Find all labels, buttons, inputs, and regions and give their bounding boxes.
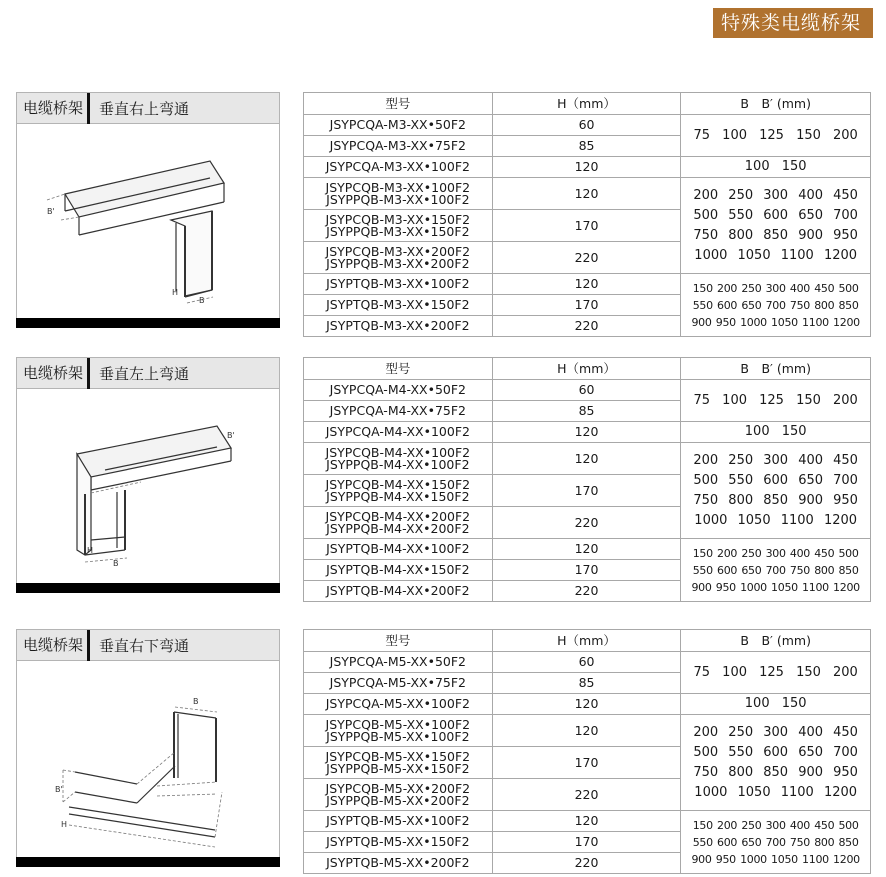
figure-header — [17, 358, 279, 389]
model-line: JSYPCQB-M5-XX•200F2 — [325, 780, 471, 796]
h-cell: 170 — [492, 560, 681, 581]
h-cell: 120 — [492, 274, 681, 295]
model-cell — [304, 715, 493, 747]
h-cell: 170 — [492, 832, 681, 853]
b-line: 1000 1050 1100 1200 — [694, 784, 858, 800]
figure-category-label: 电缆桥架 — [17, 358, 90, 389]
b-prime-label: B' — [55, 785, 63, 794]
model-cell: JSYPCQA-M4-XX•100F2 — [304, 422, 493, 443]
spec-table — [303, 629, 871, 874]
header-b: B B′ (mm) — [681, 93, 871, 115]
h-label: H — [172, 288, 179, 297]
h-cell: 220 — [492, 507, 681, 539]
model-cell: JSYPCQA-M3-XX•100F2 — [304, 157, 493, 178]
b-line: 200 250 300 400 450 — [693, 187, 858, 203]
h-cell: 220 — [492, 242, 681, 274]
figure-header — [17, 630, 279, 661]
h-cell: 120 — [492, 715, 681, 747]
b-line: 1000 1050 1100 1200 — [694, 247, 858, 263]
figure-footer-bar — [16, 583, 280, 593]
model-line: JSYPCQB-M3-XX•150F2 — [325, 211, 471, 227]
model-cell — [304, 475, 493, 507]
table-row — [304, 652, 871, 673]
model-cell: JSYPCQA-M3-XX•75F2 — [304, 136, 493, 157]
b-line: 550 600 650 700 750 800 850 — [692, 835, 859, 849]
header-model: 型号 — [304, 630, 493, 652]
b-line: 500 550 600 650 700 — [693, 744, 858, 760]
model-cell — [304, 242, 493, 274]
b-line: 550 600 650 700 750 800 850 — [692, 298, 859, 312]
model-cell — [304, 747, 493, 779]
figure-product-name: 垂直右上弯通 — [99, 99, 190, 118]
b-range-cell — [681, 443, 871, 539]
b-line: 900 950 1000 1050 1100 1200 — [691, 852, 860, 866]
figure-header — [17, 93, 279, 124]
table-row — [304, 178, 871, 210]
b-label: B — [193, 697, 199, 706]
h-cell: 120 — [492, 811, 681, 832]
h-cell: 85 — [492, 136, 681, 157]
model-cell: JSYPTQB-M3-XX•150F2 — [304, 295, 493, 316]
model-line: JSYPPQB-M4-XX•100F2 — [326, 456, 470, 472]
h-cell: 120 — [492, 422, 681, 443]
b-range-cell: 75 100 125 150 200 — [681, 115, 871, 157]
b-range-cell — [681, 539, 871, 602]
b-line: 900 950 1000 1050 1100 1200 — [691, 315, 860, 329]
model-cell: JSYPTQB-M4-XX•200F2 — [304, 581, 493, 602]
model-line: JSYPPQB-M3-XX•200F2 — [326, 255, 470, 271]
table-row — [304, 380, 871, 401]
b-line: 150 200 250 300 400 450 500 — [692, 818, 859, 832]
model-cell — [304, 507, 493, 539]
table-row — [304, 274, 871, 295]
model-line: JSYPCQB-M4-XX•150F2 — [325, 476, 471, 492]
b-line: 200 250 300 400 450 — [693, 452, 858, 468]
h-cell: 60 — [492, 115, 681, 136]
h-cell: 120 — [492, 694, 681, 715]
model-cell: JSYPTQB-M3-XX•200F2 — [304, 316, 493, 337]
h-cell: 120 — [492, 539, 681, 560]
b-line: 750 800 850 900 950 — [693, 764, 858, 780]
b-line: 150 200 250 300 400 450 500 — [692, 546, 859, 560]
figure-product-name: 垂直左上弯通 — [99, 364, 190, 383]
model-cell: JSYPCQA-M3-XX•50F2 — [304, 115, 493, 136]
spec-table — [303, 357, 871, 602]
h-cell: 170 — [492, 475, 681, 507]
model-cell: JSYPCQA-M5-XX•100F2 — [304, 694, 493, 715]
figure-product-name: 垂直右下弯通 — [99, 636, 190, 655]
model-cell: JSYPTQB-M5-XX•100F2 — [304, 811, 493, 832]
h-cell: 120 — [492, 178, 681, 210]
model-line: JSYPPQB-M5-XX•200F2 — [326, 792, 470, 808]
model-line: JSYPPQB-M3-XX•100F2 — [326, 191, 470, 207]
b-range-cell — [681, 715, 871, 811]
model-line: JSYPPQB-M3-XX•150F2 — [326, 223, 470, 239]
table-row — [304, 443, 871, 475]
table-row — [304, 811, 871, 832]
model-line: JSYPPQB-M5-XX•100F2 — [326, 728, 470, 744]
model-cell — [304, 210, 493, 242]
model-line: JSYPCQB-M5-XX•150F2 — [325, 748, 471, 764]
page-category-banner: 特殊类电缆桥架 — [713, 8, 873, 38]
model-cell: JSYPTQB-M3-XX•100F2 — [304, 274, 493, 295]
b-range-cell: 100 150 — [681, 422, 871, 443]
model-cell — [304, 178, 493, 210]
header-h: H（mm） — [492, 93, 681, 115]
model-cell: JSYPTQB-M4-XX•100F2 — [304, 539, 493, 560]
product-figure-card — [16, 357, 280, 593]
model-line: JSYPCQB-M3-XX•200F2 — [325, 243, 471, 259]
h-cell: 220 — [492, 853, 681, 874]
figure-category-label: 电缆桥架 — [17, 93, 90, 124]
h-label: H — [87, 546, 94, 555]
h-cell: 120 — [492, 443, 681, 475]
b-line: 150 200 250 300 400 450 500 — [692, 281, 859, 295]
h-cell: 220 — [492, 581, 681, 602]
b-line: 550 600 650 700 750 800 850 — [692, 563, 859, 577]
model-line: JSYPPQB-M4-XX•150F2 — [326, 488, 470, 504]
spec-table — [303, 92, 871, 337]
h-cell: 170 — [492, 210, 681, 242]
table-row — [304, 422, 871, 443]
product-figure-card — [16, 629, 280, 867]
b-line: 200 250 300 400 450 — [693, 724, 858, 740]
b-line: 1000 1050 1100 1200 — [694, 512, 858, 528]
h-cell: 60 — [492, 380, 681, 401]
model-line: JSYPCQB-M5-XX•100F2 — [325, 716, 471, 732]
header-model: 型号 — [304, 358, 493, 380]
model-cell: JSYPCQA-M5-XX•75F2 — [304, 673, 493, 694]
b-line: 900 950 1000 1050 1100 1200 — [691, 580, 860, 594]
h-cell: 85 — [492, 673, 681, 694]
b-range-cell — [681, 178, 871, 274]
b-label: B — [199, 296, 205, 305]
vertical-right-down-elbow-drawing — [17, 662, 279, 852]
b-range-cell — [681, 811, 871, 874]
b-range-cell: 75 100 125 150 200 — [681, 652, 871, 694]
h-cell: 170 — [492, 295, 681, 316]
header-model: 型号 — [304, 93, 493, 115]
vertical-right-up-elbow-drawing — [17, 125, 279, 315]
h-cell: 120 — [492, 157, 681, 178]
h-cell: 85 — [492, 401, 681, 422]
header-b: B B′ (mm) — [681, 630, 871, 652]
table-row — [304, 694, 871, 715]
b-line: 750 800 850 900 950 — [693, 492, 858, 508]
model-line: JSYPPQB-M4-XX•200F2 — [326, 520, 470, 536]
model-cell: JSYPCQA-M4-XX•75F2 — [304, 401, 493, 422]
h-cell: 220 — [492, 779, 681, 811]
model-cell: JSYPTQB-M5-XX•150F2 — [304, 832, 493, 853]
b-line: 500 550 600 650 700 — [693, 472, 858, 488]
table-row — [304, 715, 871, 747]
figure-footer-bar — [16, 318, 280, 328]
figure-footer-bar — [16, 857, 280, 867]
b-line: 750 800 850 900 950 — [693, 227, 858, 243]
header-h: H（mm） — [492, 630, 681, 652]
h-cell: 170 — [492, 747, 681, 779]
b-prime-label: B' — [227, 431, 235, 440]
b-range-cell: 75 100 125 150 200 — [681, 380, 871, 422]
h-label: H — [61, 820, 68, 829]
model-line: JSYPCQB-M4-XX•100F2 — [325, 444, 471, 460]
h-cell: 220 — [492, 316, 681, 337]
b-range-cell: 100 150 — [681, 157, 871, 178]
b-prime-label: B' — [47, 207, 55, 216]
b-line: 500 550 600 650 700 — [693, 207, 858, 223]
model-cell: JSYPTQB-M5-XX•200F2 — [304, 853, 493, 874]
table-row — [304, 157, 871, 178]
table-row — [304, 539, 871, 560]
table-row — [304, 115, 871, 136]
b-range-cell — [681, 274, 871, 337]
model-line: JSYPCQB-M4-XX•200F2 — [325, 508, 471, 524]
h-cell: 60 — [492, 652, 681, 673]
header-h: H（mm） — [492, 358, 681, 380]
b-range-cell: 100 150 — [681, 694, 871, 715]
model-cell: JSYPCQA-M4-XX•50F2 — [304, 380, 493, 401]
vertical-left-up-elbow-drawing — [17, 390, 279, 580]
figure-category-label: 电缆桥架 — [17, 630, 90, 661]
b-label: B — [113, 559, 119, 568]
model-cell: JSYPCQA-M5-XX•50F2 — [304, 652, 493, 673]
product-figure-card — [16, 92, 280, 328]
model-line: JSYPCQB-M3-XX•100F2 — [325, 179, 471, 195]
model-cell — [304, 779, 493, 811]
header-b: B B′ (mm) — [681, 358, 871, 380]
model-line: JSYPPQB-M5-XX•150F2 — [326, 760, 470, 776]
model-cell: JSYPTQB-M4-XX•150F2 — [304, 560, 493, 581]
model-cell — [304, 443, 493, 475]
